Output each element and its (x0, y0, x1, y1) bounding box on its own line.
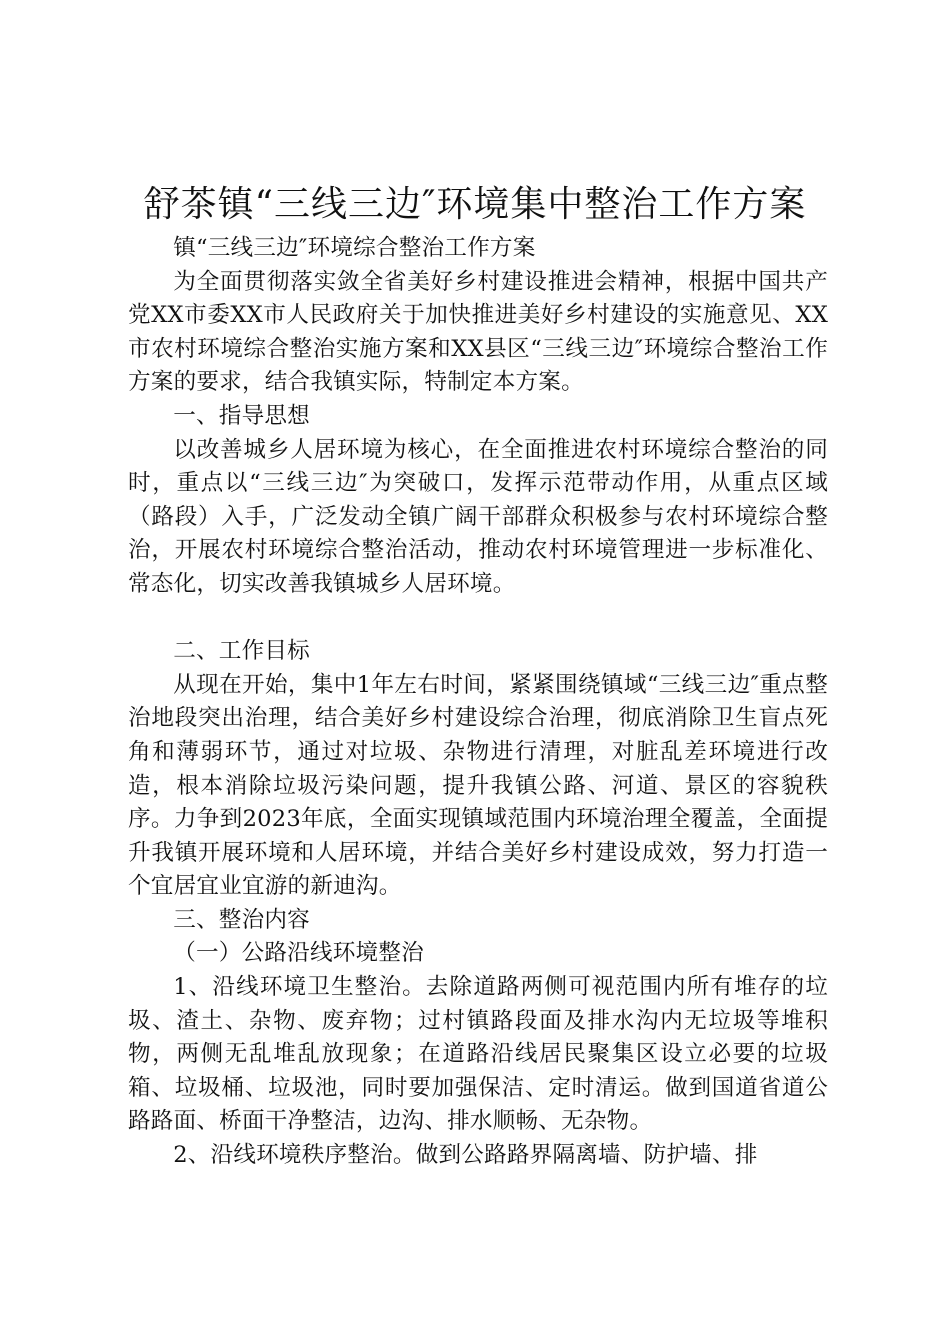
paragraph-guiding-thought: 以改善城乡人居环境为核心，在全面推进农村环境综合整治的同时，重点以“三线三边″为突破口，发挥示范带动作用，从重点区域（路段）入手，广泛发动全镇广阔干部群众积极参与农村环境综合整治，开展农村环境综合整治活动，推动农村环境管理进一步标准化、常态化，切实改善我镇城乡人居环境。 (128, 436, 828, 597)
heading-guiding-thought: 一、指导思想 (173, 402, 310, 429)
paragraph-sanitation: 1、沿线环境卫生整治。去除道路两侧可视范围内所有堆存的垃圾、渣土、杂物、废弃物；过村镇路段面及排水沟内无垃圾等堆积物，两侧无乱堆乱放现象；在道路沿线居民聚集区设立必要的垃圾箱、垃圾桶、垃圾池，同时要加强保洁、定时清运。做到国道省道公路路面、桥面干净整洁，边沟、排水顺畅、无杂物。 (128, 974, 828, 1135)
document-title: 舒茶镇“三线三边″环境集中整治工作方案 (143, 184, 807, 225)
heading-work-goals: 二、工作目标 (173, 638, 310, 665)
subheading-road-environment: （一）公路沿线环境整治 (173, 940, 424, 967)
paragraph-order: 2、沿线环境秩序整治。做到公路路界隔离墙、防护墙、排 (173, 1142, 758, 1169)
document-body (128, 232, 828, 1173)
heading-rectification-content: 三、整治内容 (173, 906, 310, 933)
paragraph-subtitle: 镇“三线三边″环境综合整治工作方案 (173, 235, 536, 261)
paragraph-work-goals: 从现在开始，集中1年左右时间，紧紧围绕镇域“三线三边″重点整治地段突出治理，结合美好乡村建设综合治理，彻底消除卫生盲点死角和薄弱环节，通过对垃圾、杂物进行清理，对脏乱差环境进行改造，根本消除垃圾污染问题，提升我镇公路、河道、景区的容貌秩序。力争到2023年底，全面实现镇域范围内环境治理全覆盖，全面提升我镇开展环境和人居环境，并结合美好乡村建设成效，努力打造一个宜居宜业宜游的新迪沟。 (128, 671, 828, 900)
paragraph-intro: 为全面贯彻落实敛全省美好乡村建设推进会精神，根据中国共产党XX市委XX市人民政府关于加快推进美好乡村建设的实施意见、XX市农村环境综合整治实施方案和XX县区“三线三边″环境综合整治工作方案的要求，结合我镇实际，特制定本方案。 (128, 268, 828, 396)
